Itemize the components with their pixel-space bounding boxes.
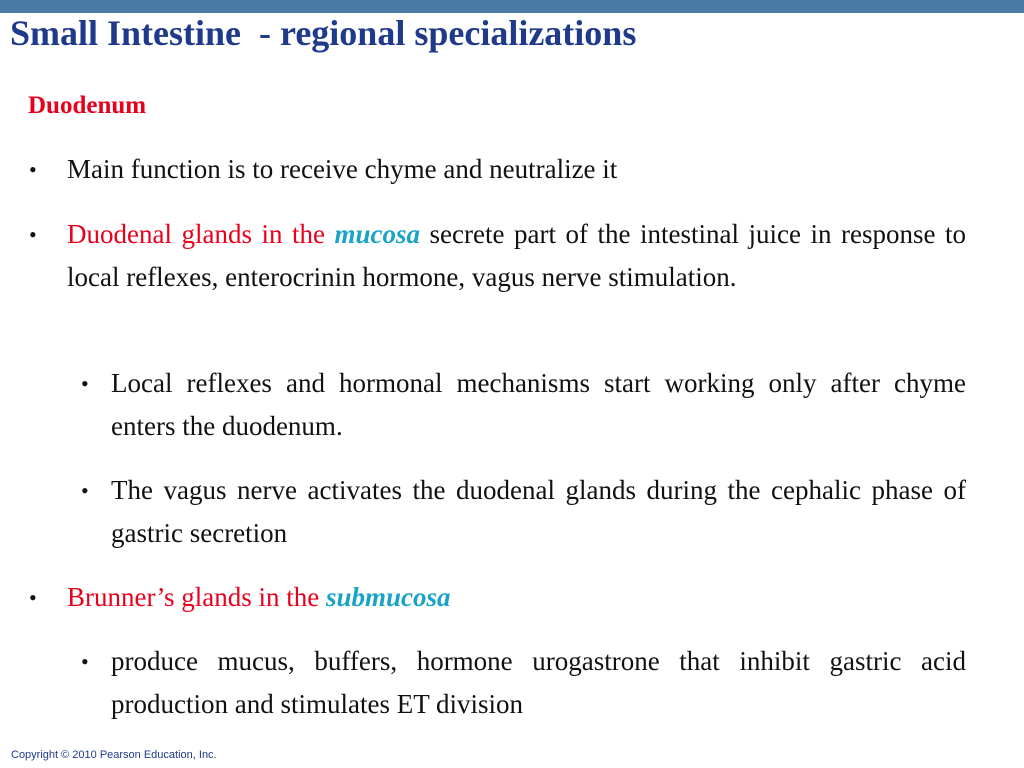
bullet-brunners-glands [29,576,966,619]
bullet-emphasis-mucosa: mucosa [334,219,421,249]
bullet-text: secrete part of the intestinal juice in response to local reflexes, enterocrinin hormone, vagus nerve stimulation. [67,219,966,292]
bullet-red-text: Duodenal glands in the [67,219,335,249]
slide-title: Small Intestine - regional specializations [10,13,637,53]
bullet-text: Local reflexes and hormonal mechanisms start working only after chyme enters the duodenum. [111,368,966,441]
bullet-duodenal-glands [29,213,966,299]
bullet-dot: • [81,371,89,396]
subbullet-local-reflexes [81,362,966,448]
bullet-dot: • [29,157,37,182]
subbullet-vagus-nerve [81,469,966,555]
bullet-dot: • [81,478,89,503]
bullet-text: The vagus nerve activates the duodenal glands during the cephalic phase of gastric secretion [111,475,966,548]
subbullet-produce-mucus [81,640,966,726]
copyright-footer: Copyright © 2010 Pearson Education, Inc. [11,749,217,761]
bullet-dot: • [81,649,89,674]
bullet-text: Main function is to receive chyme and neutralize it [67,154,618,184]
section-heading: Duodenum [28,92,147,119]
bullet-dot: • [29,585,37,610]
bullet-dot: • [29,222,37,247]
bullet-text: produce mucus, buffers, hormone urogastrone that inhibit gastric acid production and stimulates ET division [111,646,966,719]
bullet-emphasis-submucosa: submucosa [325,582,451,612]
bullet-red-text: Brunner’s glands in the [67,582,326,612]
bullet-main-function [29,148,966,191]
